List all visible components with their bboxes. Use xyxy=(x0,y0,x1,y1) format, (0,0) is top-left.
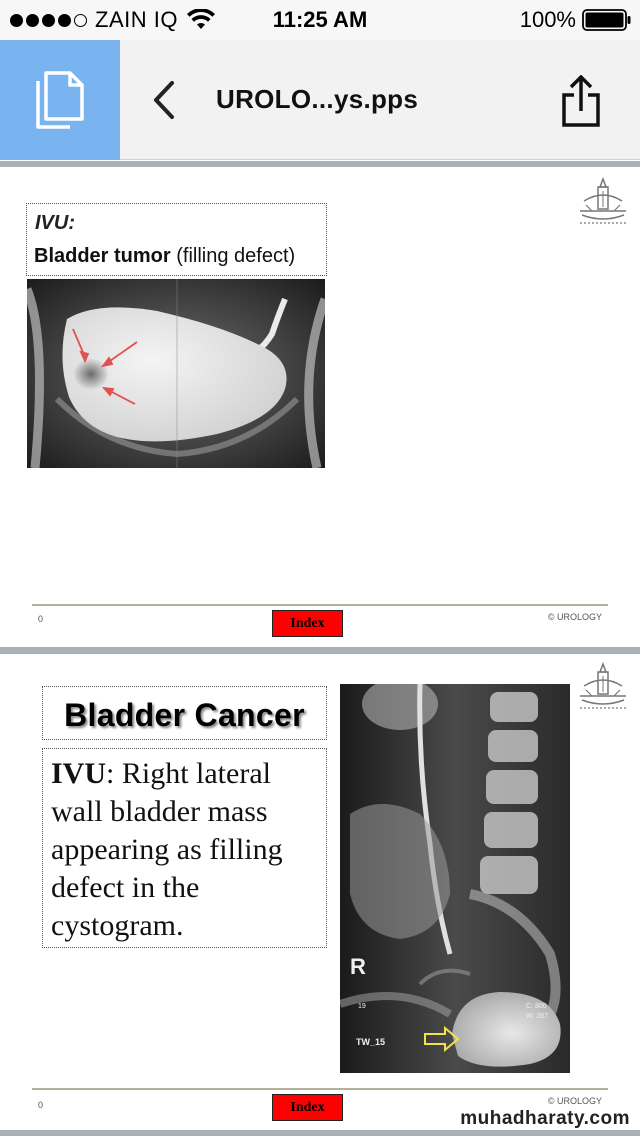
cystogram-xray-image xyxy=(340,684,570,1073)
slide-number: 0 xyxy=(38,1100,44,1110)
status-bar xyxy=(0,0,640,40)
slide-divider xyxy=(0,647,640,654)
body-lead: IVU xyxy=(51,757,107,790)
navigation-bar xyxy=(0,40,640,160)
slide-number: 0 xyxy=(38,614,44,624)
footer-line xyxy=(32,1088,608,1090)
document-title: UROLO...ys.pps xyxy=(216,84,419,114)
back-button[interactable] xyxy=(146,78,182,122)
caption-bold: Bladder tumor xyxy=(34,245,171,267)
share-button[interactable] xyxy=(556,72,606,130)
documents-icon xyxy=(32,69,88,131)
slide-2[interactable] xyxy=(0,654,640,1136)
status-time: 11:25 AM xyxy=(272,7,368,32)
slide-title-box xyxy=(42,686,327,740)
copyright-text: © UROLOGY xyxy=(547,1096,602,1106)
index-button[interactable]: Index xyxy=(272,1094,343,1121)
battery-percent: 100% xyxy=(519,7,576,32)
slide-1[interactable] xyxy=(0,167,640,647)
watermark: muhadharaty.com xyxy=(460,1108,630,1129)
chevron-left-icon xyxy=(152,80,176,120)
xray-marker-r: R xyxy=(350,954,366,979)
caption-rest: (filling defect) xyxy=(170,245,296,267)
caption-text xyxy=(34,245,326,268)
carrier-name: ZAIN IQ xyxy=(95,7,178,32)
slide-body-box xyxy=(42,748,327,948)
xray-label-num: 19 xyxy=(358,1003,366,1010)
xray-label-w: W: 287 xyxy=(526,1013,549,1020)
battery-icon xyxy=(582,8,632,32)
university-logo-icon xyxy=(576,662,630,714)
slide-title: Bladder Cancer xyxy=(64,697,305,733)
document-list-button[interactable] xyxy=(0,40,120,160)
status-right xyxy=(520,7,632,33)
xray-label-c: C: 800 xyxy=(526,1003,547,1010)
caption-heading: IVU: xyxy=(35,212,75,234)
body-text: : Right lateral wall bladder mass appearing as filling defect in the cystogram. xyxy=(51,757,283,942)
copyright-text: © UROLOGY xyxy=(547,612,602,622)
ivu-xray-image xyxy=(27,279,325,468)
caption-box xyxy=(26,203,327,276)
slide-divider xyxy=(0,1130,640,1136)
share-icon xyxy=(561,75,601,127)
university-logo-icon xyxy=(576,177,630,229)
footer-line xyxy=(32,604,608,606)
slide-body xyxy=(43,749,326,945)
index-button[interactable]: Index xyxy=(272,610,343,637)
xray-label-tw: TW_15 xyxy=(356,1037,386,1047)
